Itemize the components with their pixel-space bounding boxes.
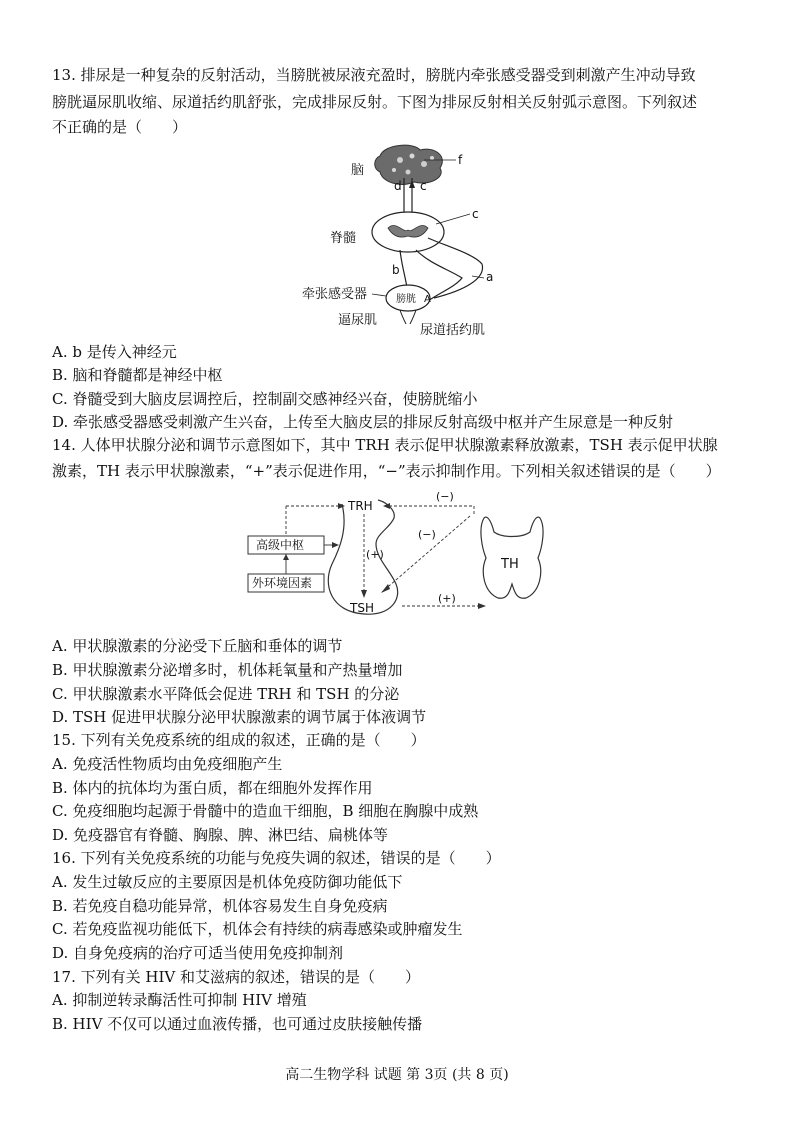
label-d: d: [394, 179, 402, 193]
q14-stem-line-1: 14. 人体甲状腺分泌和调节示意图如下，其中 TRH 表示促甲状腺激素释放激素，TSH 表示促甲状腺: [52, 436, 718, 454]
q15-option-c: C. 免疫细胞均起源于骨髓中的造血干细胞，B 细胞在胸腺中成熟: [52, 802, 479, 820]
label-c: c: [472, 207, 479, 221]
label-a: a: [486, 270, 494, 284]
q16-option-c: C. 若免疫监视功能低下，机体会有持续的病毒感染或肿瘤发生: [52, 920, 463, 938]
tsh-label: TSH: [350, 601, 374, 615]
q14-option-b: B. 甲状腺激素分泌增多时，机体耗氧量和产热量增加: [52, 661, 403, 679]
q17-stem: 17. 下列有关 HIV 和艾滋病的叙述，错误的是（ ）: [52, 968, 421, 986]
th-label: TH: [501, 557, 519, 572]
trh-label: TRH: [348, 499, 373, 513]
minus-2: (−): [418, 528, 436, 541]
q17-option-a: A. 抑制逆转录酶活性可抑制 HIV 增殖: [52, 991, 307, 1009]
q16-option-d: D. 自身免疫病的治疗可适当使用免疫抑制剂: [52, 944, 344, 962]
q16-option-a: A. 发生过敏反应的主要原因是机体免疫防御功能低下: [52, 873, 403, 891]
label-b: b: [392, 263, 400, 277]
q13-stem-line-3: 不正确的是（ ）: [52, 118, 188, 136]
q17-option-b: B. HIV 不仅可以通过血液传播，也可通过皮肤接触传播: [52, 1015, 423, 1033]
q13-option-d: D. 牵张感受器感受刺激产生兴奋，上传至大脑皮层的排尿反射高级中枢并产生尿意是一种反射: [52, 413, 674, 431]
q14-option-d: D. TSH 促进甲状腺分泌甲状腺激素的调节属于体液调节: [52, 708, 427, 726]
q16-option-b: B. 若免疫自稳功能异常，机体容易发生自身免疫病: [52, 897, 388, 915]
q15-option-d: D. 免疫器官有脊髓、胸腺、脾、淋巴结、扁桃体等: [52, 826, 389, 844]
q13-stem-line-1: 13. 排尿是一种复杂的反射活动，当膀胱被尿液充盈时，膀胱内牵张感受器受到刺激产生冲动导致: [52, 66, 696, 84]
q13-option-a: A. b 是传入神经元: [52, 343, 177, 361]
sphincter-label: 尿道括约肌: [420, 323, 486, 338]
higher-center-label: 高级中枢: [256, 538, 305, 552]
plus-1: (+): [366, 548, 384, 561]
thyroid-regulation-diagram: [246, 488, 552, 624]
q15-option-a: A. 免疫活性物质均由免疫细胞产生: [52, 755, 283, 773]
label-A: A: [424, 294, 431, 305]
plus-2: (+): [438, 592, 456, 605]
q13-option-c: C. 脊髓受到大脑皮层调控后，控制副交感神经兴奋，使膀胱缩小: [52, 390, 478, 408]
q16-stem: 16. 下列有关免疫系统的功能与免疫失调的叙述，错误的是（ ）: [52, 849, 501, 867]
bladder-label: 膀胱: [396, 294, 416, 305]
q14-option-c: C. 甲状腺激素水平降低会促进 TRH 和 TSH 的分泌: [52, 685, 400, 703]
q15-stem: 15. 下列有关免疫系统的组成的叙述，正确的是（ ）: [52, 731, 426, 749]
minus-1: (−): [436, 490, 454, 503]
q13-option-b: B. 脑和脊髓都是神经中枢: [52, 366, 223, 384]
brain-label: 脑: [351, 163, 365, 178]
receptor-label: 牵张感受器: [302, 287, 368, 302]
q14-stem-line-2: 激素，TH 表示甲状腺激素，“+”表示促进作用，“−”表示抑制作用。下列相关叙述错误的是（ ）: [52, 462, 721, 480]
page-footer: 高二生物学科 试题 第 3页 (共 8 页): [285, 1067, 509, 1083]
detrusor-label: 逼尿肌: [338, 313, 378, 328]
q14-option-a: A. 甲状腺激素的分泌受下丘脑和垂体的调节: [52, 637, 343, 655]
env-factor-label: 外环境因素: [252, 576, 313, 590]
label-f: f: [458, 153, 463, 167]
label-c-top: c: [420, 179, 427, 193]
q13-stem-line-2: 膀胱逼尿肌收缩、尿道括约肌舒张，完成排尿反射。下图为排尿反射相关反射弧示意图。下列叙述: [52, 93, 698, 111]
reflex-arc-diagram: [296, 138, 526, 343]
q15-option-b: B. 体内的抗体均为蛋白质，都在细胞外发挥作用: [52, 779, 373, 797]
spinal-label: 脊髓: [330, 231, 357, 246]
